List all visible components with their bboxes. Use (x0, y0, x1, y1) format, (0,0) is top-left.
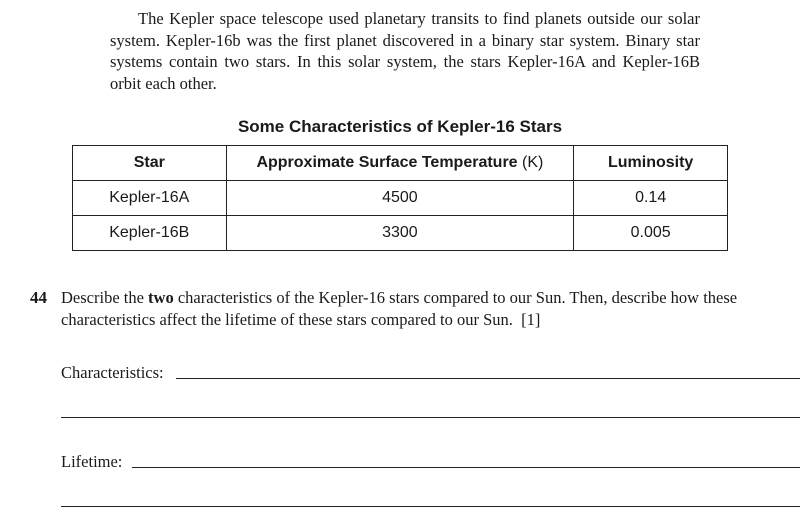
table-row (73, 181, 728, 216)
table-header-row (73, 146, 728, 181)
header-star: Star (73, 146, 227, 181)
cell-temperature: 4500 (226, 181, 574, 216)
header-temperature-label: Approximate Surface Temperature (256, 154, 518, 171)
question-emphasis: two (148, 288, 174, 307)
header-temperature-unit: (K) (522, 154, 544, 171)
characteristics-label: Characteristics: (61, 363, 164, 382)
characteristics-answer-line-1[interactable] (176, 378, 800, 379)
cell-star: Kepler-16B (73, 216, 227, 251)
question-credit: [1] (521, 309, 541, 329)
cell-temperature: 3300 (226, 216, 574, 251)
question-text (61, 287, 771, 330)
lifetime-label: Lifetime: (61, 452, 123, 471)
kepler-16-stars-table (72, 145, 728, 251)
reading-passage: The Kepler space telescope used planetary transits to find planets outside our solar system. Kepler-16b was the first planet discovered in a binary star system. Binary star systems contain two stars. In this solar system, the stars Kepler-16A and Kepler-16B orbit each other. (110, 9, 700, 93)
header-luminosity: Luminosity (574, 146, 728, 181)
question-text-start: Describe the (61, 288, 149, 307)
header-temperature (226, 146, 574, 181)
cell-luminosity: 0.14 (574, 181, 728, 216)
question-number: 44 (30, 288, 47, 307)
lifetime-answer-line-2[interactable] (61, 506, 800, 507)
cell-luminosity: 0.005 (574, 216, 728, 251)
table-row (73, 216, 728, 251)
cell-star: Kepler-16A (73, 181, 227, 216)
characteristics-answer-line-2[interactable] (61, 417, 800, 418)
table-title: Some Characteristics of Kepler-16 Stars (237, 117, 563, 136)
question-text-end: characteristics of the Kepler-16 stars compared to our Sun. Then, describe how these characteristics affect the lifetime of these stars compared to our Sun. (61, 288, 738, 329)
lifetime-answer-line-1[interactable] (132, 467, 800, 468)
